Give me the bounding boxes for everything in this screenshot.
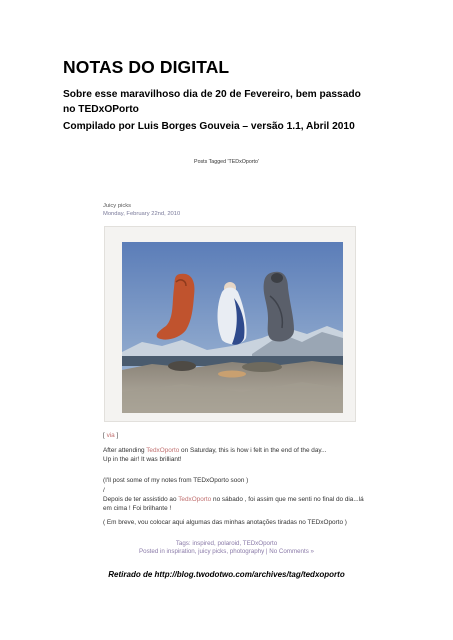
via-bracket-close: ] <box>114 432 119 439</box>
post-tags[interactable]: Tags: inspired, polaroid, TEDxOporto <box>175 540 278 547</box>
p3-text-b: no sábado , foi assim que me senti no final do dia...lá em cima ! Foi brilhante ! <box>103 495 364 512</box>
blog-tag-header: Posts Tagged 'TEDxOporto' <box>194 159 259 165</box>
document-compiled-by: Compilado por Luis Borges Gouveia – versão 1.1, Abril 2010 <box>63 121 355 132</box>
post-paragraph-english <box>103 447 365 465</box>
via-bracket-open: [ <box>103 432 107 439</box>
source-note: Retirado de http://blog.twodotwo.com/archives/tag/tedxoporto <box>108 570 345 579</box>
polaroid-frame <box>104 226 356 422</box>
document-subtitle: Sobre esse maravilhoso dia de 20 de Fevereiro, bem passado no TEDxOPorto <box>63 89 361 115</box>
via-line <box>103 432 118 439</box>
p1-text-b: on Saturday, this is how i felt in the end of the day... <box>179 447 327 454</box>
polaroid-photo <box>122 242 343 413</box>
tedxoporto-link-pt[interactable]: TedxOporto <box>178 495 212 503</box>
post-categories[interactable]: Posted in inspiration, juicy picks, photography | No Comments » <box>139 548 314 555</box>
tedxoporto-link[interactable]: TedxOporto <box>146 447 180 454</box>
post-paragraph-notes: (I'll post some of my notes from TEDxOporto soon ) <box>103 477 249 484</box>
document-title: NOTAS DO DIGITAL <box>63 57 230 77</box>
post-paragraph-notes-pt: ( Em breve, vou colocar aqui algumas das minhas anotações tiradas no TEDxOporto ) <box>103 519 347 526</box>
post-date: Monday, February 22nd, 2010 <box>103 211 181 217</box>
post-title: Juicy picks <box>103 203 132 209</box>
p3-text-a: Depois de ter assistido ao <box>103 495 179 503</box>
p3-slash: / <box>103 487 105 494</box>
p1-text-c: Up in the air! It was brilliant! <box>103 455 182 463</box>
via-link[interactable]: via <box>106 432 115 439</box>
p1-text-a: After attending <box>103 447 147 454</box>
post-paragraph-portuguese <box>103 487 365 513</box>
